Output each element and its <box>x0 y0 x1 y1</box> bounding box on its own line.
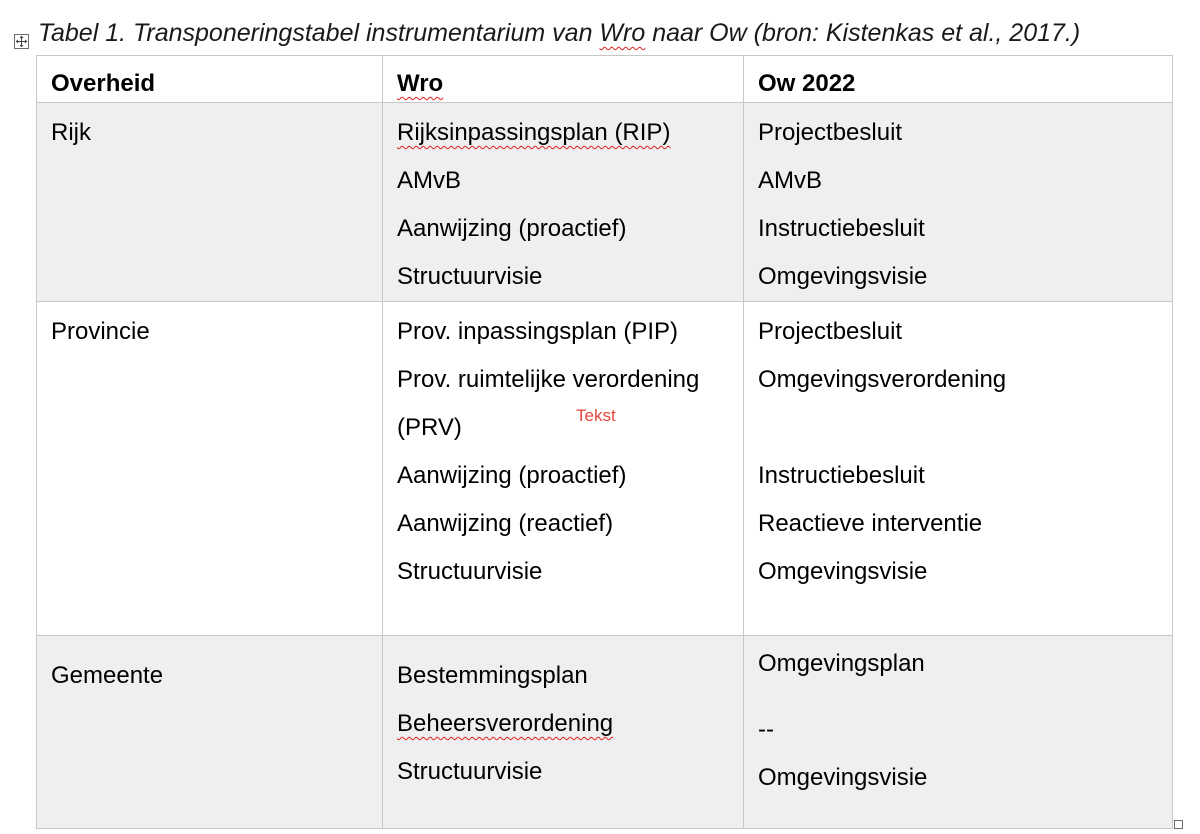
wro-item: Aanwijzing (proactief) <box>397 215 627 242</box>
overheid-label: Provincie <box>51 318 150 345</box>
wro-item: Structuurvisie <box>397 263 543 290</box>
overheid-label: Gemeente <box>51 662 164 689</box>
wro-item: Structuurvisie <box>397 758 543 785</box>
table-row-gemeente <box>37 636 1173 829</box>
ow-item: Omgevingsvisie <box>758 558 928 585</box>
wro-item-text: Rijksinpassingsplan (RIP) <box>397 119 671 146</box>
ow-item: Omgevingsplan <box>758 650 925 677</box>
table-row-rijk <box>37 103 1173 302</box>
wro-item: Structuurvisie <box>397 558 543 585</box>
transposition-table[interactable] <box>36 55 1173 829</box>
caption-suffix: naar Ow (bron: Kistenkas et al., 2017.) <box>645 19 1081 47</box>
wro-item: AMvB <box>397 167 462 194</box>
cell-wro-provincie[interactable] <box>383 302 744 636</box>
caption-prefix: Tabel 1. Transponeringstabel instrumentarium van <box>38 19 600 47</box>
wro-item: Bestemmingsplan <box>397 662 588 689</box>
header-wro-label: Wro <box>397 70 444 97</box>
table-caption[interactable] <box>38 16 1080 50</box>
cell-wro-rijk[interactable] <box>383 103 744 302</box>
wro-item-text: Beheersverordening <box>397 710 614 737</box>
cell-overheid-provincie[interactable] <box>37 302 383 636</box>
ow-item: Projectbesluit <box>758 119 903 146</box>
header-row <box>37 56 1173 103</box>
table-row-provincie <box>37 302 1173 636</box>
wro-item <box>397 700 743 748</box>
caption-flagged-word[interactable]: Wro <box>599 19 646 47</box>
header-overheid[interactable]: Overheid <box>37 56 383 103</box>
cell-overheid-gemeente[interactable] <box>37 636 383 829</box>
header-ow[interactable]: Ow 2022 <box>744 56 1173 103</box>
header-wro[interactable] <box>383 56 744 103</box>
ow-item: AMvB <box>758 167 823 194</box>
wro-item: Aanwijzing (reactief) <box>397 510 614 537</box>
spacer <box>758 688 1172 706</box>
cell-ow-provincie[interactable] <box>744 302 1173 636</box>
cell-wro-gemeente[interactable] <box>383 636 744 829</box>
wro-item: Prov. inpassingsplan (PIP) <box>397 318 679 345</box>
table-move-icon[interactable] <box>14 34 29 49</box>
wro-item: (PRV) <box>397 414 462 441</box>
wro-item <box>397 109 743 157</box>
ow-item: Omgevingsverordening <box>758 366 1007 393</box>
ow-item: Instructiebesluit <box>758 462 925 489</box>
wro-item: Prov. ruimtelijke verordening <box>397 366 700 393</box>
cell-ow-gemeente[interactable] <box>744 636 1173 829</box>
ow-item: Omgevingsvisie <box>758 263 928 290</box>
table-resize-icon[interactable] <box>1174 820 1183 829</box>
ow-item: Projectbesluit <box>758 318 903 345</box>
wro-item: Aanwijzing (proactief) <box>397 462 627 489</box>
cell-overheid-rijk[interactable] <box>37 103 383 302</box>
annotation-label[interactable]: Tekst <box>576 406 616 425</box>
overheid-label: Rijk <box>51 119 91 146</box>
ow-item <box>758 404 1172 452</box>
ow-item: Omgevingsvisie <box>758 764 928 791</box>
ow-item: Instructiebesluit <box>758 215 925 242</box>
ow-item: Reactieve interventie <box>758 510 983 537</box>
ow-item: -- <box>758 716 774 743</box>
cell-ow-rijk[interactable] <box>744 103 1173 302</box>
